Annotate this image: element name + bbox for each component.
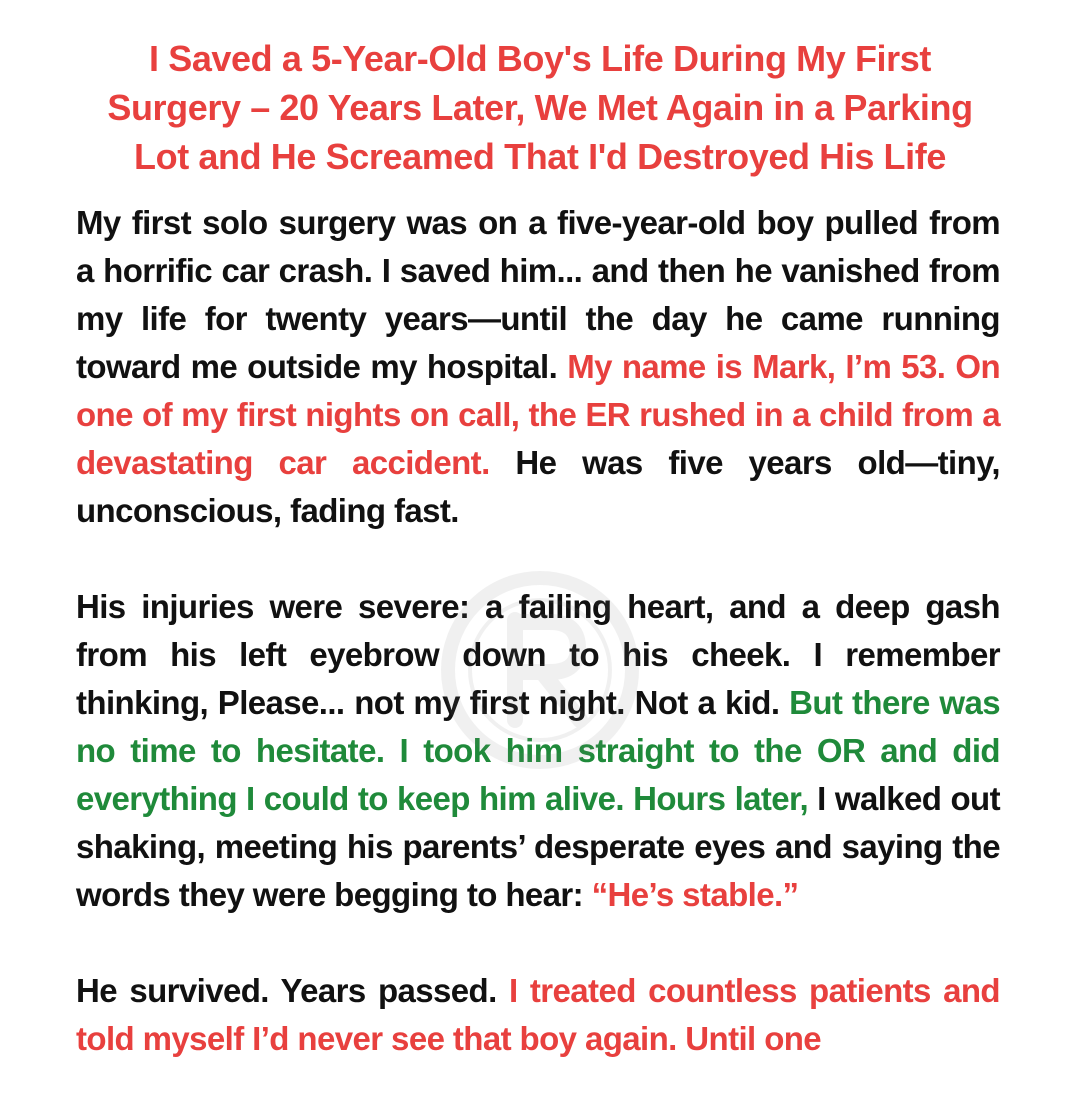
- paragraph-2-text-1: His injuries were severe: a failing heart, and a deep gash from his left eyebrow down to his cheek. I remember thinking, Please... not my first night. Not a kid.: [76, 588, 1000, 721]
- title-line-2: Surgery – 20 Years Later, We Met Again in a Parking: [107, 87, 973, 128]
- paragraph-1-text-1: My first solo surgery was on a five-year-old boy pulled from a horrific car crash. I saved him... and then he vanished from my life for twenty years—until the day he came running toward me outside my hospital.: [76, 204, 1000, 385]
- paragraph-2-highlight-red: “He’s stable.”: [591, 876, 799, 913]
- paragraph-2-text-2: I walked out shaking, meeting his parents’ desperate eyes and saying the words they were begging to hear:: [76, 780, 1001, 913]
- paragraph-2: [76, 583, 1000, 919]
- paragraph-1-text-2: He was five years old—tiny, unconscious, fading fast.: [76, 444, 1001, 529]
- article-body: [76, 199, 1000, 1111]
- title-line-1: I Saved a 5-Year-Old Boy's Life During My First: [149, 38, 931, 79]
- paragraph-1-highlight-red: My name is Mark, I’m 53. On one of my first nights on call, the ER rushed in a child from a devastating car accident.: [76, 348, 1001, 481]
- paragraph-1: [76, 199, 1000, 535]
- paragraph-3-text-1: He survived. Years passed.: [76, 972, 510, 1009]
- paragraph-2-highlight-green: But there was no time to hesitate. I took him straight to the OR and did everything I could to keep him alive. Hours later,: [76, 684, 1000, 817]
- title-line-3: Lot and He Screamed That I'd Destroyed His Life: [134, 136, 946, 177]
- paragraph-3: [76, 967, 1000, 1063]
- article-title: [60, 34, 1020, 181]
- paragraph-3-highlight-red: I treated countless patients and told myself I’d never see that boy again. Until one: [76, 972, 1000, 1057]
